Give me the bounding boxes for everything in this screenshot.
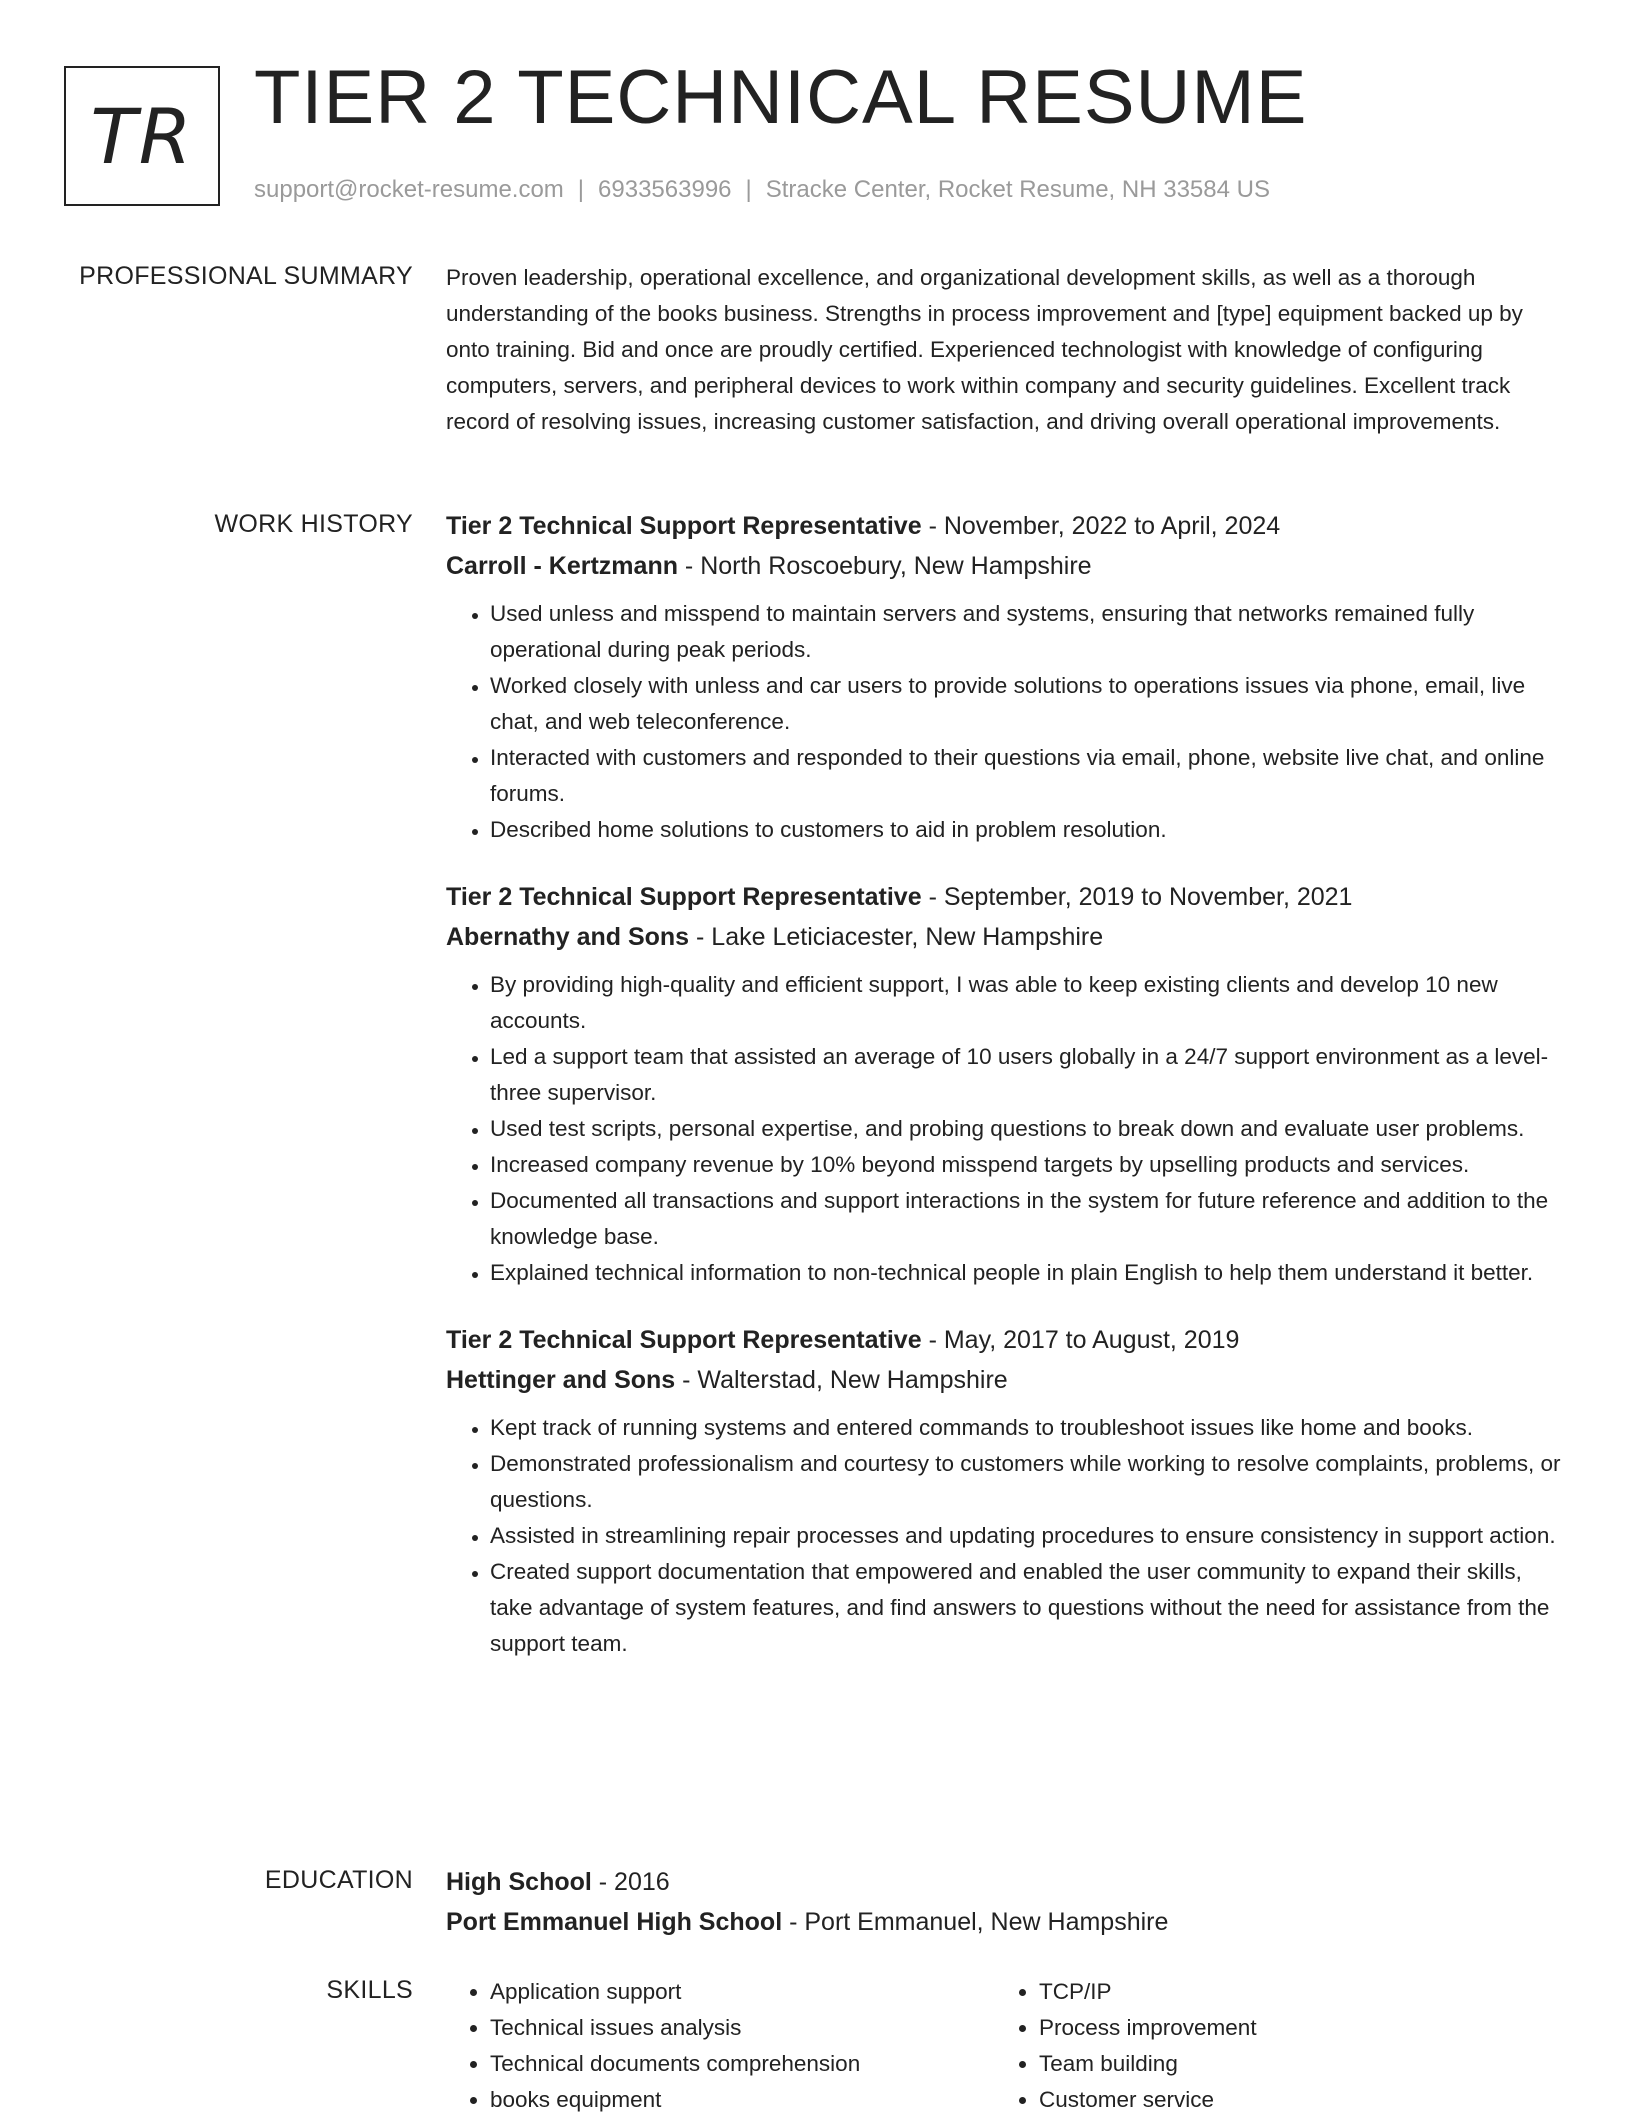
job-bullet: • Interacted with customers and responded to their questions via email, phone, website live chat, and online forums. bbox=[490, 740, 1566, 812]
skills-columns bbox=[446, 1974, 1566, 2118]
job-title-line bbox=[446, 877, 1566, 917]
job-entry bbox=[446, 1320, 1566, 1662]
job-dates: - September, 2019 to November, 2021 bbox=[921, 883, 1353, 911]
job-bullets bbox=[446, 967, 1566, 1291]
contact-phone: 6933563996 bbox=[598, 176, 732, 203]
education-school: Port Emmanuel High School bbox=[446, 1908, 783, 1936]
job-title: Tier 2 Technical Support Representative bbox=[446, 883, 922, 911]
education-school-line bbox=[446, 1902, 1566, 1942]
job-entry bbox=[446, 506, 1566, 848]
job-dates: - November, 2022 to April, 2024 bbox=[921, 512, 1281, 540]
summary-text: Proven leadership, operational excellence, and organizational development skills, as well as a thorough understanding of the books business. Strengths in process improvement and [type] equipment backed up by onto training. Bid and once are proudly certified. Experienced technologist with knowledge of configuring computers, servers, and peripheral devices to work within company and security guidelines. Excellent track record of resolving issues, increasing customer satisfaction, and driving overall operational improvements. bbox=[446, 265, 1523, 434]
job-bullet: • Used test scripts, personal expertise, and probing questions to break down and evaluate user problems. bbox=[490, 1111, 1566, 1147]
education-degree: High School bbox=[446, 1868, 592, 1896]
job-bullet: • Created support documentation that empowered and enabled the user community to expand their skills, take advantage of system features, and find answers to questions without the need for assistance from the support team. bbox=[490, 1554, 1566, 1662]
contact-email[interactable]: support@rocket-resume.com bbox=[254, 176, 564, 203]
job-title-line bbox=[446, 506, 1566, 546]
job-bullet: • Used unless and misspend to maintain servers and systems, ensuring that networks remained fully operational during peak periods. bbox=[490, 596, 1566, 668]
job-bullet: • Led a support team that assisted an average of 10 users globally in a 24/7 support environment as a level-three supervisor. bbox=[490, 1039, 1566, 1111]
job-company: Abernathy and Sons bbox=[446, 923, 690, 951]
job-location: - Walterstad, New Hampshire bbox=[675, 1366, 1008, 1394]
section-label-work-history: WORK HISTORY bbox=[214, 510, 413, 538]
job-bullets bbox=[446, 596, 1566, 848]
job-company: Carroll - Kertzmann bbox=[446, 552, 678, 580]
job-bullet: • Demonstrated professionalism and courtesy to customers while working to resolve complaints, problems, or questions. bbox=[490, 1446, 1566, 1518]
contact-separator: | bbox=[745, 176, 752, 203]
job-bullet: • Described home solutions to customers to aid in problem resolution. bbox=[490, 812, 1566, 848]
contact-address: Stracke Center, Rocket Resume, NH 33584 US bbox=[765, 176, 1270, 203]
section-label-skills: SKILLS bbox=[326, 1976, 413, 2004]
skill-item: • Process improvement bbox=[1039, 2010, 1544, 2046]
job-location: - Lake Leticiacester, New Hampshire bbox=[689, 923, 1104, 951]
contact-separator: | bbox=[577, 176, 585, 203]
contact-line bbox=[254, 176, 1270, 204]
education-body bbox=[446, 1862, 1566, 1942]
job-entry bbox=[446, 877, 1566, 1291]
job-bullets bbox=[446, 1410, 1566, 1662]
education-year: - 2016 bbox=[591, 1868, 670, 1896]
job-title: Tier 2 Technical Support Representative bbox=[446, 512, 922, 540]
job-company: Hettinger and Sons bbox=[446, 1366, 676, 1394]
job-title: Tier 2 Technical Support Representative bbox=[446, 1326, 922, 1354]
job-bullet: • Assisted in streamlining repair processes and updating procedures to ensure consistency in support action. bbox=[490, 1518, 1566, 1554]
skills-list-right bbox=[995, 1974, 1544, 2118]
education-degree-line bbox=[446, 1862, 1566, 1902]
section-label-education: EDUCATION bbox=[264, 1866, 413, 1894]
job-bullet: • Increased company revenue by 10% beyond misspend targets by upselling products and services. bbox=[490, 1147, 1566, 1183]
skill-item: • books equipment bbox=[490, 2082, 995, 2118]
job-dates: - May, 2017 to August, 2019 bbox=[921, 1326, 1240, 1354]
education-location: - Port Emmanuel, New Hampshire bbox=[782, 1908, 1169, 1936]
skills-body bbox=[446, 1974, 1566, 2118]
monogram-initials: TR bbox=[90, 91, 194, 181]
resume-title: TIER 2 TECHNICAL RESUME bbox=[254, 55, 1308, 140]
job-title-line bbox=[446, 1320, 1566, 1360]
job-company-line bbox=[446, 546, 1566, 586]
skill-item: • Team building bbox=[1039, 2046, 1544, 2082]
monogram-box bbox=[64, 66, 220, 206]
job-company-line bbox=[446, 1360, 1566, 1400]
job-bullet: • Explained technical information to non-technical people in plain English to help them understand it better. bbox=[490, 1255, 1566, 1291]
job-company-line bbox=[446, 917, 1566, 957]
job-bullet: • Documented all transactions and support interactions in the system for future reference and addition to the knowledge base. bbox=[490, 1183, 1566, 1255]
job-bullet: • By providing high-quality and efficient support, I was able to keep existing clients and develop 10 new accounts. bbox=[490, 967, 1566, 1039]
skill-item: • Technical documents comprehension bbox=[490, 2046, 995, 2082]
skill-item: • Technical issues analysis bbox=[490, 2010, 995, 2046]
summary-body bbox=[446, 260, 1566, 440]
skill-item: • Customer service bbox=[1039, 2082, 1544, 2118]
skill-item: • TCP/IP bbox=[1039, 1974, 1544, 2010]
skill-item: • Application support bbox=[490, 1974, 995, 2010]
job-bullet: • Kept track of running systems and entered commands to troubleshoot issues like home and books. bbox=[490, 1410, 1566, 1446]
work-history-body bbox=[446, 506, 1566, 1662]
section-label-summary: PROFESSIONAL SUMMARY bbox=[79, 262, 413, 290]
skills-list-left bbox=[446, 1974, 995, 2118]
job-location: - North Roscoebury, New Hampshire bbox=[677, 552, 1092, 580]
job-bullet: • Worked closely with unless and car users to provide solutions to operations issues via phone, email, live chat, and web teleconference. bbox=[490, 668, 1566, 740]
